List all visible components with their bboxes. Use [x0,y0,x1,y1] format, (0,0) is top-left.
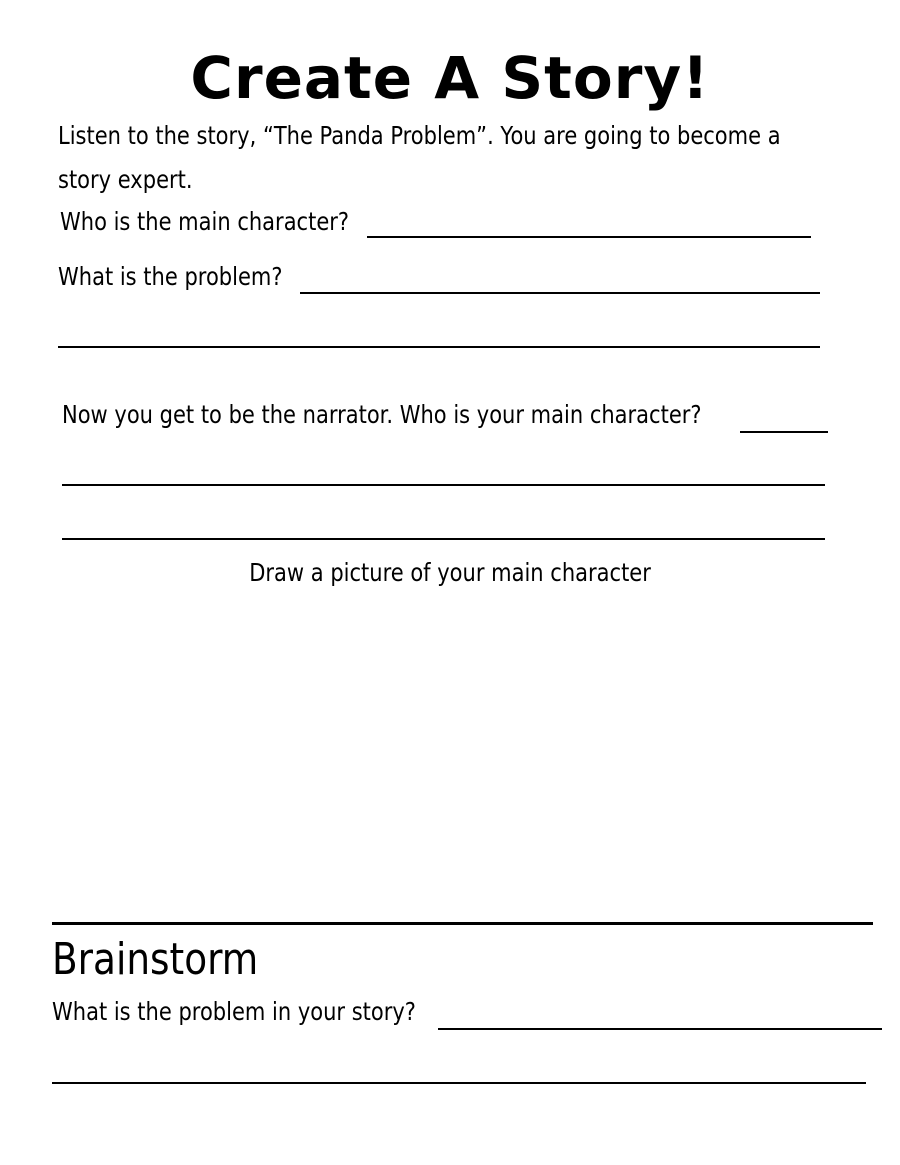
drawing-area[interactable] [52,600,872,920]
answer-line-main-character[interactable] [367,236,811,238]
answer-line-narrator[interactable] [740,431,828,433]
answer-line-narrator-2[interactable] [62,484,825,486]
worksheet-title: Create A Story! [190,44,710,112]
question-problem: What is the problem? [58,262,283,291]
answer-line-problem[interactable] [300,292,820,294]
draw-prompt: Draw a picture of your main character [249,558,651,587]
question-main-character: Who is the main character? [60,207,350,236]
intro-text: Listen to the story, “The Panda Problem”. You are going to become a story expert. [58,121,781,194]
brainstorm-heading: Brainstorm [52,934,259,985]
answer-line-story-problem[interactable] [438,1028,882,1030]
section-divider [52,922,873,925]
question-narrator: Now you get to be the narrator. Who is your main character? [62,400,702,429]
answer-line-narrator-3[interactable] [62,538,825,540]
answer-line-problem-2[interactable] [58,346,820,348]
answer-line-story-problem-2[interactable] [52,1082,866,1084]
question-story-problem: What is the problem in your story? [52,997,416,1026]
